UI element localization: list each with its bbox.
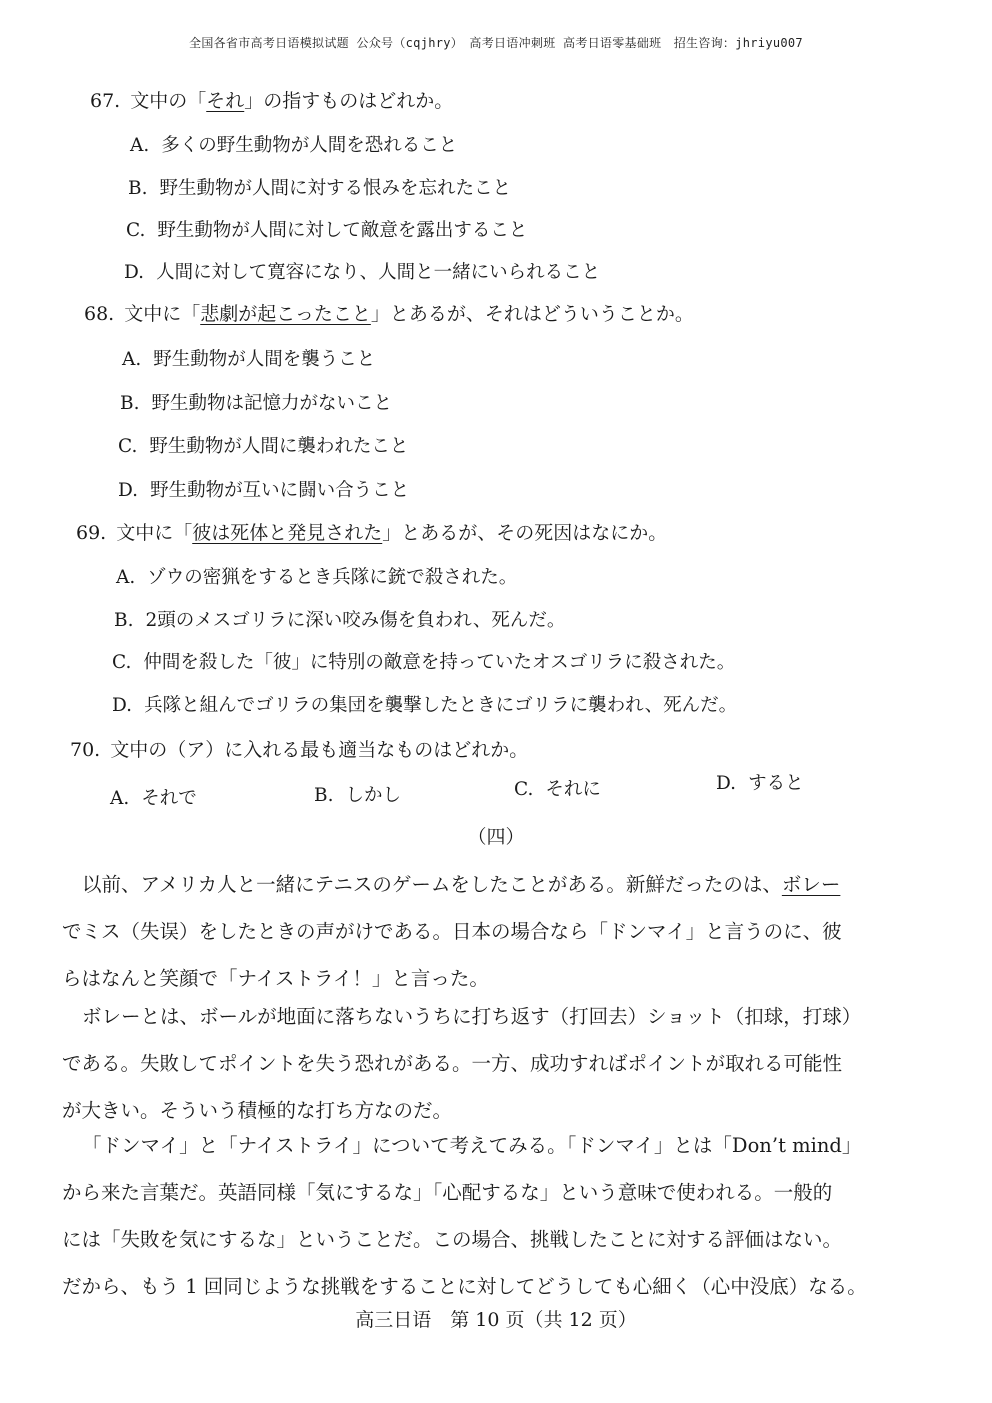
option-67-c[interactable] [126, 216, 527, 242]
option-text: 野生動物が人間に対する恨みを忘れたこと [159, 178, 511, 199]
option-text: 多くの野生動物が人間を恐れること [161, 135, 458, 156]
passage-paragraph-1 [62, 861, 877, 1002]
option-letter: B. [314, 785, 334, 806]
option-text: 野生動物が人間に対して敵意を露出すること [157, 220, 528, 241]
option-text: 仲間を殺した「彼」に特別の敵意を持っていたオスゴリラに殺された。 [143, 652, 736, 673]
underlined-phrase: それ [206, 90, 245, 112]
question-text-post: 」とあるが、その死因はなにか。 [382, 522, 668, 544]
option-70-d[interactable] [716, 769, 804, 795]
underlined-phrase: 彼は死体と発見された [192, 522, 383, 544]
option-letter: B. [128, 178, 148, 199]
question-67-stem [90, 86, 453, 113]
question-text-pre: 文中に「 [116, 522, 193, 544]
passage-paragraph-3 [62, 1122, 877, 1310]
passage-line: から来た言葉だ。英語同様「気にするな」「心配するな」という意味で使われる。一般的 [62, 1181, 833, 1204]
passage-line: らはなんと笑顔で「ナイストライ！」と言った。 [62, 967, 489, 990]
option-text: しかし [345, 785, 401, 806]
option-69-c[interactable] [112, 648, 735, 674]
question-number: 69. [76, 522, 107, 544]
passage-paragraph-2 [62, 993, 877, 1134]
option-text: ゾウの密猟をするとき兵隊に銃で殺された。 [147, 567, 518, 588]
passage-line [62, 861, 877, 908]
option-letter: C. [118, 436, 138, 457]
question-number: 68. [84, 303, 115, 325]
passage-line: には「失敗を気にするな」ということだ。この場合、挑戦したことに対する評価はない。 [62, 1228, 843, 1251]
underlined-phrase: ボレー [781, 873, 841, 896]
option-letter: B. [114, 610, 134, 631]
option-letter: D. [112, 695, 133, 716]
option-letter: D. [118, 480, 139, 501]
option-text: 野生動物は記憶力がないこと [151, 393, 392, 414]
question-text-pre: 文中の（ア）に入れる最も適当なものはどれか。 [110, 739, 529, 761]
option-67-d[interactable] [124, 258, 600, 284]
option-text: 2頭のメスゴリラに深い咬み傷を負われ、死んだ。 [145, 610, 566, 631]
question-text-post: 」の指すものはどれか。 [244, 90, 454, 112]
option-69-d[interactable] [112, 691, 737, 717]
option-letter: A. [130, 135, 150, 156]
option-letter: D. [716, 773, 737, 794]
option-68-b[interactable] [120, 389, 392, 415]
option-letter: B. [120, 393, 140, 414]
option-letter: A. [110, 788, 130, 809]
question-70-stem [70, 735, 528, 762]
option-69-a[interactable] [116, 563, 517, 589]
passage-line: ボレーとは、ボールが地面に落ちないうちに打ち返す（打回去）ショット（扣球，打球） [82, 1005, 862, 1028]
passage-line: でミス（失误）をしたときの声がけである。日本の場合なら「ドンマイ」と言うのに、彼 [62, 920, 842, 943]
page-header: 全国各省市高考日语模拟试题 公众号（cqjhry） 高考日语冲刺班 高考日语零基础班 招生咨询：jhriyu007 [189, 36, 803, 50]
passage-line-text: 以前、アメリカ人と一緒にテニスのゲームをしたことがある。新鮮だったのは、 [82, 873, 782, 896]
option-letter: C. [112, 652, 132, 673]
question-text-pre: 文中の「 [130, 90, 207, 112]
option-text: 野生動物が人間に襲われたこと [149, 436, 409, 457]
option-70-b[interactable] [314, 781, 401, 807]
option-69-b[interactable] [114, 606, 565, 632]
option-letter: C. [514, 779, 534, 800]
option-text: 人間に対して寛容になり、人間と一緒にいられること [156, 262, 601, 283]
option-text: 野生動物が人間を襲うこと [153, 349, 376, 370]
section-title: （四） [467, 826, 525, 848]
question-text-post: 」とあるが、それはどういうことか。 [370, 303, 694, 325]
question-69-stem [76, 518, 667, 545]
question-number: 70. [70, 739, 101, 761]
option-67-b[interactable] [128, 174, 511, 200]
option-text: それで [141, 788, 197, 809]
option-68-c[interactable] [118, 432, 408, 458]
passage-line: 「ドンマイ」と「ナイストライ」について考えてみる。「ドンマイ」とは「Don’t mind」 [82, 1134, 862, 1157]
option-letter: A. [116, 567, 136, 588]
question-text-pre: 文中に「 [124, 303, 201, 325]
option-letter: C. [126, 220, 146, 241]
option-68-a[interactable] [122, 345, 375, 371]
option-text: 野生動物が互いに闘い合うこと [150, 480, 410, 501]
passage-line: が大きい。そういう積極的な打ち方なのだ。 [62, 1099, 453, 1122]
question-number: 67. [90, 90, 121, 112]
option-text: すると [748, 773, 804, 794]
page-footer: 高三日语 第 10 页（共 12 页） [355, 1309, 637, 1331]
option-letter: D. [124, 262, 145, 283]
option-text: それに [545, 779, 601, 800]
question-68-stem [84, 299, 694, 326]
option-67-a[interactable] [130, 131, 457, 157]
option-70-c[interactable] [514, 775, 601, 801]
option-70-a[interactable] [110, 784, 197, 810]
option-text: 兵隊と組んでゴリラの集団を襲撃したときにゴリラに襲われ、死んだ。 [144, 695, 738, 716]
underlined-phrase: 悲劇が起こったこと [200, 303, 371, 325]
option-letter: A. [122, 349, 142, 370]
passage-line: である。失敗してポイントを失う恐れがある。一方、成功すればポイントが取れる可能性 [62, 1052, 843, 1075]
passage-line: だから、もう 1 回同じような挑戦をすることに対してどうしても心細く（心中没底）なる。 [62, 1275, 867, 1298]
option-68-d[interactable] [118, 476, 409, 502]
